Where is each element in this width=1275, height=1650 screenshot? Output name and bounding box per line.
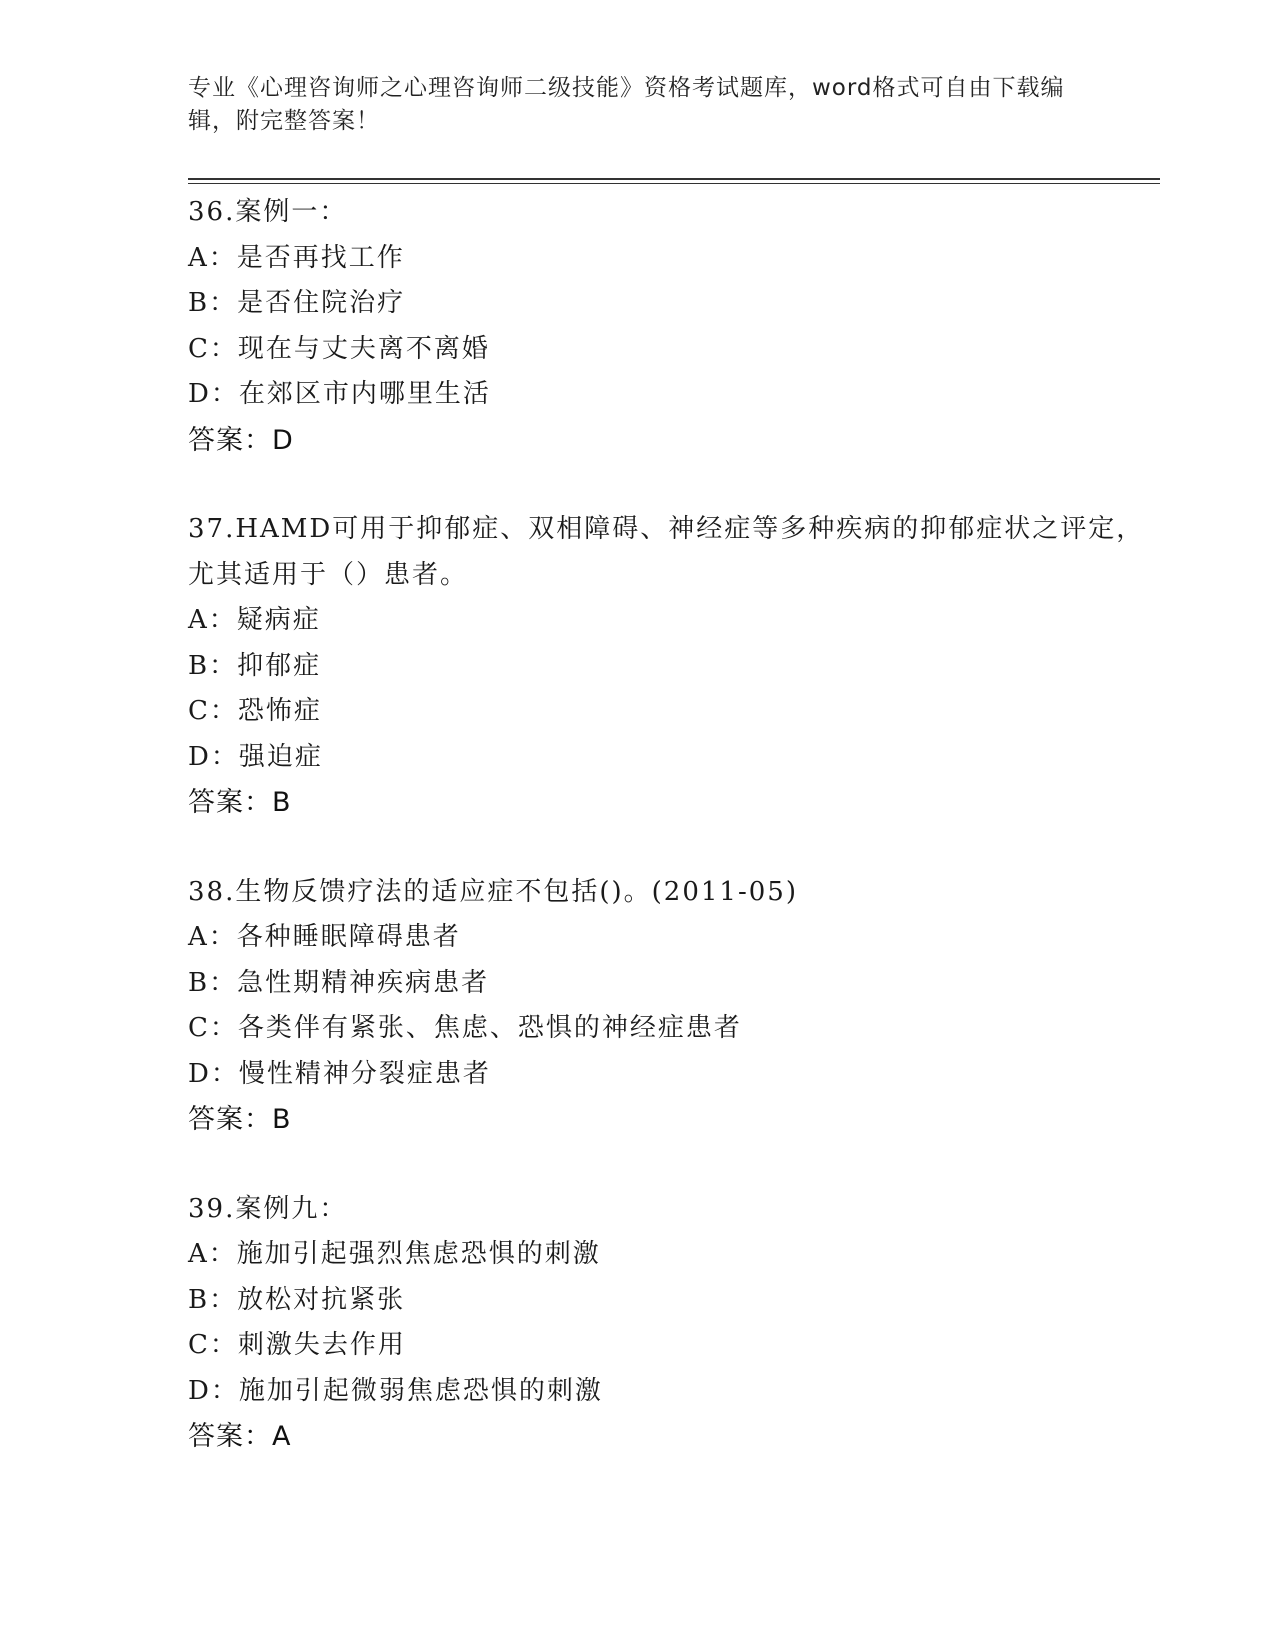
option-b: B：放松对抗紧张 [188, 1284, 406, 1315]
option-c: C：刺激失去作用 [188, 1330, 406, 1360]
option-b: B：是否住院治疗 [188, 288, 406, 318]
option-c: C：各类伴有紧张、焦虑、恐惧的神经症患者 [188, 1013, 742, 1043]
option-c: C：现在与丈夫离不离婚 [188, 333, 490, 364]
option-b: B：急性期精神疾病患者 [188, 967, 490, 998]
option-a: A：各种睡眠障碍患者 [188, 922, 461, 952]
question-item [188, 507, 1148, 826]
answer-line: 答案：D [188, 424, 294, 456]
header-divider [188, 178, 1160, 184]
question-stem: 37.HAMD可用于抑郁症、双相障碍、神经症等多种疾病的抑郁症状之评定，尤其适用于（）患者。 [188, 514, 1145, 590]
option-c: C：恐怖症 [188, 696, 322, 726]
question-item [188, 870, 1148, 1143]
option-d: D：强迫症 [188, 741, 323, 772]
option-b: B：抑郁症 [188, 650, 322, 681]
option-d: D：慢性精神分裂症患者 [188, 1058, 491, 1089]
option-a: A：施加引起强烈焦虑恐惧的刺激 [188, 1239, 601, 1269]
option-a: A：是否再找工作 [188, 242, 405, 273]
question-stem: 39.案例九： [188, 1193, 348, 1224]
question-stem: 36.案例一： [188, 197, 348, 227]
answer-line: 答案：A [188, 1421, 292, 1452]
question-item [188, 190, 1148, 463]
question-item [188, 1187, 1148, 1460]
option-d: D：在郊区市内哪里生活 [188, 379, 491, 409]
answer-line: 答案：B [188, 1104, 292, 1135]
question-stem: 38.生物反馈疗法的适应症不包括()。(2011-05) [188, 876, 798, 907]
document-header: 专业《心理咨询师之心理咨询师二级技能》资格考试题库，word格式可自由下载编辑，附完整答案！ [188, 75, 1065, 134]
answer-line: 答案：B [188, 787, 292, 818]
option-d: D：施加引起微弱焦虑恐惧的刺激 [188, 1375, 603, 1406]
question-list [188, 190, 1148, 1504]
option-a: A：疑病症 [188, 605, 321, 635]
